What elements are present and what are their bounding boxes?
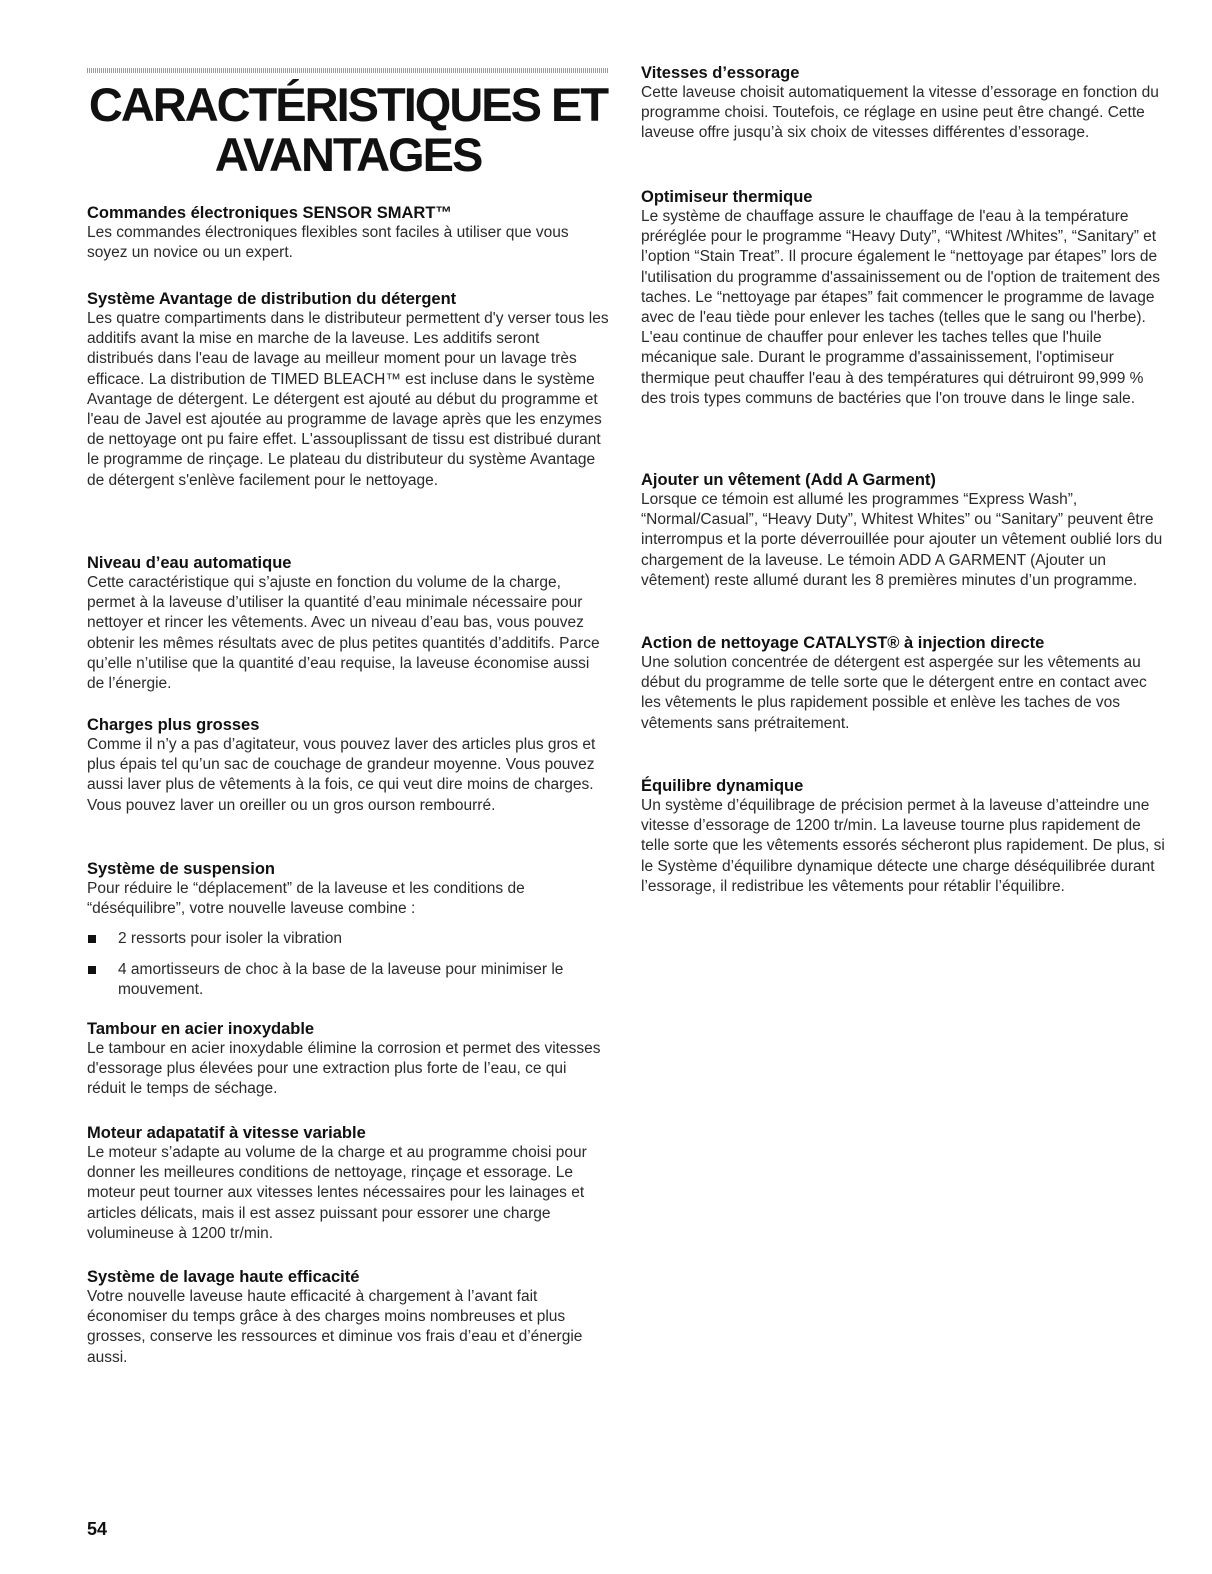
section-body: Le tambour en acier inoxydable élimine la corrosion et permet des vitesses d'essorage plus élevées pour une extraction plus forte de l’eau, ce qui réduit le temps de séchage. bbox=[87, 1040, 601, 1098]
section-sensor-smart bbox=[87, 203, 609, 263]
section-larger-loads bbox=[87, 715, 609, 816]
list-item-text: 4 amortisseurs de choc à la base de la laveuse pour minimiser le mouvement. bbox=[118, 960, 564, 998]
list-item bbox=[87, 929, 609, 949]
section-heading: Vitesses d’essorage bbox=[641, 64, 800, 82]
section-catalyst bbox=[641, 633, 1165, 734]
list-item-text: 2 ressorts pour isoler la vibration bbox=[118, 930, 342, 948]
section-heading: Optimiseur thermique bbox=[641, 188, 813, 206]
section-heading: Système Avantage de distribution du détergent bbox=[87, 290, 457, 308]
section-body: Le système de chauffage assure le chauffage de l'eau à la température préréglée pour le programme “Heavy Duty”, “Whitest /Whites”, “Sanitary” et l’option “Stain Treat”. Il procure également le “nettoyage par étapes” lors de l'utilisation du programme d'assainissement ou de l'option de traitement des taches. Le “nettoyage par étapes” fait commencer le programme de lavage avec de l'eau tiède pour enlever les taches (telles que le sang ou l'herbe). L'eau continue de chauffer pour enlever les taches telles que l'huile mécanique sale. Durant le programme d'assainissement, l'optimiseur thermique peut chauffer l'eau à des températures qui détruiront 99,999 % des trois types communs de bactéries que l'on trouve dans le linge sale. bbox=[641, 208, 1160, 407]
section-body: Comme il n’y a pas d’agitateur, vous pouvez laver des articles plus gros et plus épais tel qu’un sac de couchage de grandeur moyenne. Vous pouvez aussi laver plus de vêtements à la fois, ce qui veut dire moins de charges. Vous pouvez laver un oreiller ou un gros ourson rembourré. bbox=[87, 736, 596, 814]
section-heading: Moteur adapatatif à vitesse variable bbox=[87, 1124, 366, 1142]
section-heading: Niveau d’eau automatique bbox=[87, 554, 292, 572]
bullet-icon bbox=[88, 966, 96, 974]
section-add-garment bbox=[641, 470, 1165, 591]
section-water-level bbox=[87, 553, 609, 694]
section-body: Une solution concentrée de détergent est aspergée sur les vêtements au début du programme de telle sorte que le détergent entre en contact avec les vêtements le plus rapidement possible et enlève les taches de vos vêtements sans prétraitement. bbox=[641, 654, 1147, 732]
section-heading: Tambour en acier inoxydable bbox=[87, 1020, 315, 1038]
section-body: Les quatre compartiments dans le distributeur permettent d'y verser tous les additifs avant la mise en marche de la laveuse. Les additifs seront distribués dans l'eau de lavage au meilleur moment pour un lavage très efficace. La distribution de TIMED BLEACH™ est incluse dans le système Avantage de détergent. Le détergent est ajouté au début du programme et l'eau de Javel est ajoutée au programme de lavage après que les enzymes de nettoyage ont pu faire effet. L'assouplissant de tissu est distribué durant le programme de rinçage. Le plateau du distributeur du système Avantage de détergent s'enlève facilement pour le nettoyage. bbox=[87, 310, 609, 489]
section-heading: Charges plus grosses bbox=[87, 716, 260, 734]
section-body: Les commandes électroniques flexibles sont faciles à utiliser que vous soyez un novice ou un expert. bbox=[87, 224, 569, 262]
page-title-line-1: CARACTÉRISTIQUES ET bbox=[88, 78, 608, 131]
section-body: Le moteur s’adapte au volume de la charge et au programme choisi pour donner les meilleures conditions de nettoyage, rinçage et essorage. Le moteur peut tourner aux vitesses lentes nécessaires pour les lainages et articles délicats, mais il est assez puissant pour essorer une charge volumineuse à 1200 tr/min. bbox=[87, 1144, 587, 1242]
suspension-list bbox=[87, 929, 609, 1000]
section-thermal-optimizer bbox=[641, 187, 1165, 409]
section-suspension bbox=[87, 859, 609, 1000]
list-item bbox=[87, 960, 609, 1000]
section-spin-speeds bbox=[641, 63, 1165, 144]
section-body: Votre nouvelle laveuse haute efficacité à chargement à l’avant fait économiser du temps grâce à des charges moins nombreuses et plus grosses, conserve les ressources et diminue vos frais d’eau et d’énergie aussi. bbox=[87, 1288, 583, 1366]
title-rule bbox=[87, 68, 609, 73]
section-body: Pour réduire le “déplacement” de la laveuse et les conditions de “déséquilibre”, votre nouvelle laveuse combine : bbox=[87, 880, 525, 918]
page-title bbox=[87, 80, 609, 180]
section-heading: Commandes électroniques SENSOR SMART™ bbox=[87, 204, 452, 222]
section-body: Lorsque ce témoin est allumé les programmes “Express Wash”, “Normal/Casual”, “Heavy Duty”, Whitest Whites” ou “Sanitary” peuvent être interrompus et la porte déverrouillée pour ajouter un vêtement oublié lors du chargement de la laveuse. Le témoin ADD A GARMENT (Ajouter un vêtement) reste allumé durant les 8 premières minutes d’un programme. bbox=[641, 491, 1163, 589]
section-stainless-drum bbox=[87, 1019, 609, 1100]
section-heading: Action de nettoyage CATALYST® à injection directe bbox=[641, 634, 1045, 652]
section-body: Cette laveuse choisit automatiquement la vitesse d’essorage en fonction du programme choisi. Toutefois, ce réglage en usine peut être changé. Cette laveuse offre jusqu’à six choix de vitesses différentes d’essorage. bbox=[641, 84, 1159, 142]
section-detergent-dispenser bbox=[87, 289, 609, 491]
section-dynamic-balance bbox=[641, 776, 1165, 897]
section-high-efficiency bbox=[87, 1267, 609, 1368]
section-body: Cette caractéristique qui s’ajuste en fonction du volume de la charge, permet à la laveuse d’utiliser la quantité d’eau minimale nécessaire pour nettoyer et rincer les vêtements. Avec un niveau d’eau bas, vous pouvez obtenir les mêmes résultats avec de plus petites quantités d’additifs. Parce qu’elle n’utilise que la quantité d’eau requise, la laveuse économise aussi de l’énergie. bbox=[87, 574, 600, 693]
page-number: 54 bbox=[87, 1519, 108, 1539]
section-heading: Système de suspension bbox=[87, 860, 275, 878]
section-heading: Ajouter un vêtement (Add A Garment) bbox=[641, 471, 936, 489]
section-heading: Équilibre dynamique bbox=[641, 777, 804, 795]
page-title-line-2: AVANTAGES bbox=[214, 128, 482, 181]
section-heading: Système de lavage haute efficacité bbox=[87, 1268, 360, 1286]
section-body: Un système d’équilibrage de précision permet à la laveuse d’atteindre une vitesse d’essorage de 1200 tr/min. La laveuse tourne plus rapidement de telle sorte que les vêtements essorés sécheront plus rapidement. De plus, si le Système d’équilibre dynamique détecte une charge déséquilibrée durant l’essorage, il redistribue les vêtements pour rétablir l’équilibre. bbox=[641, 797, 1165, 895]
bullet-icon bbox=[88, 935, 96, 943]
section-variable-motor bbox=[87, 1123, 609, 1244]
